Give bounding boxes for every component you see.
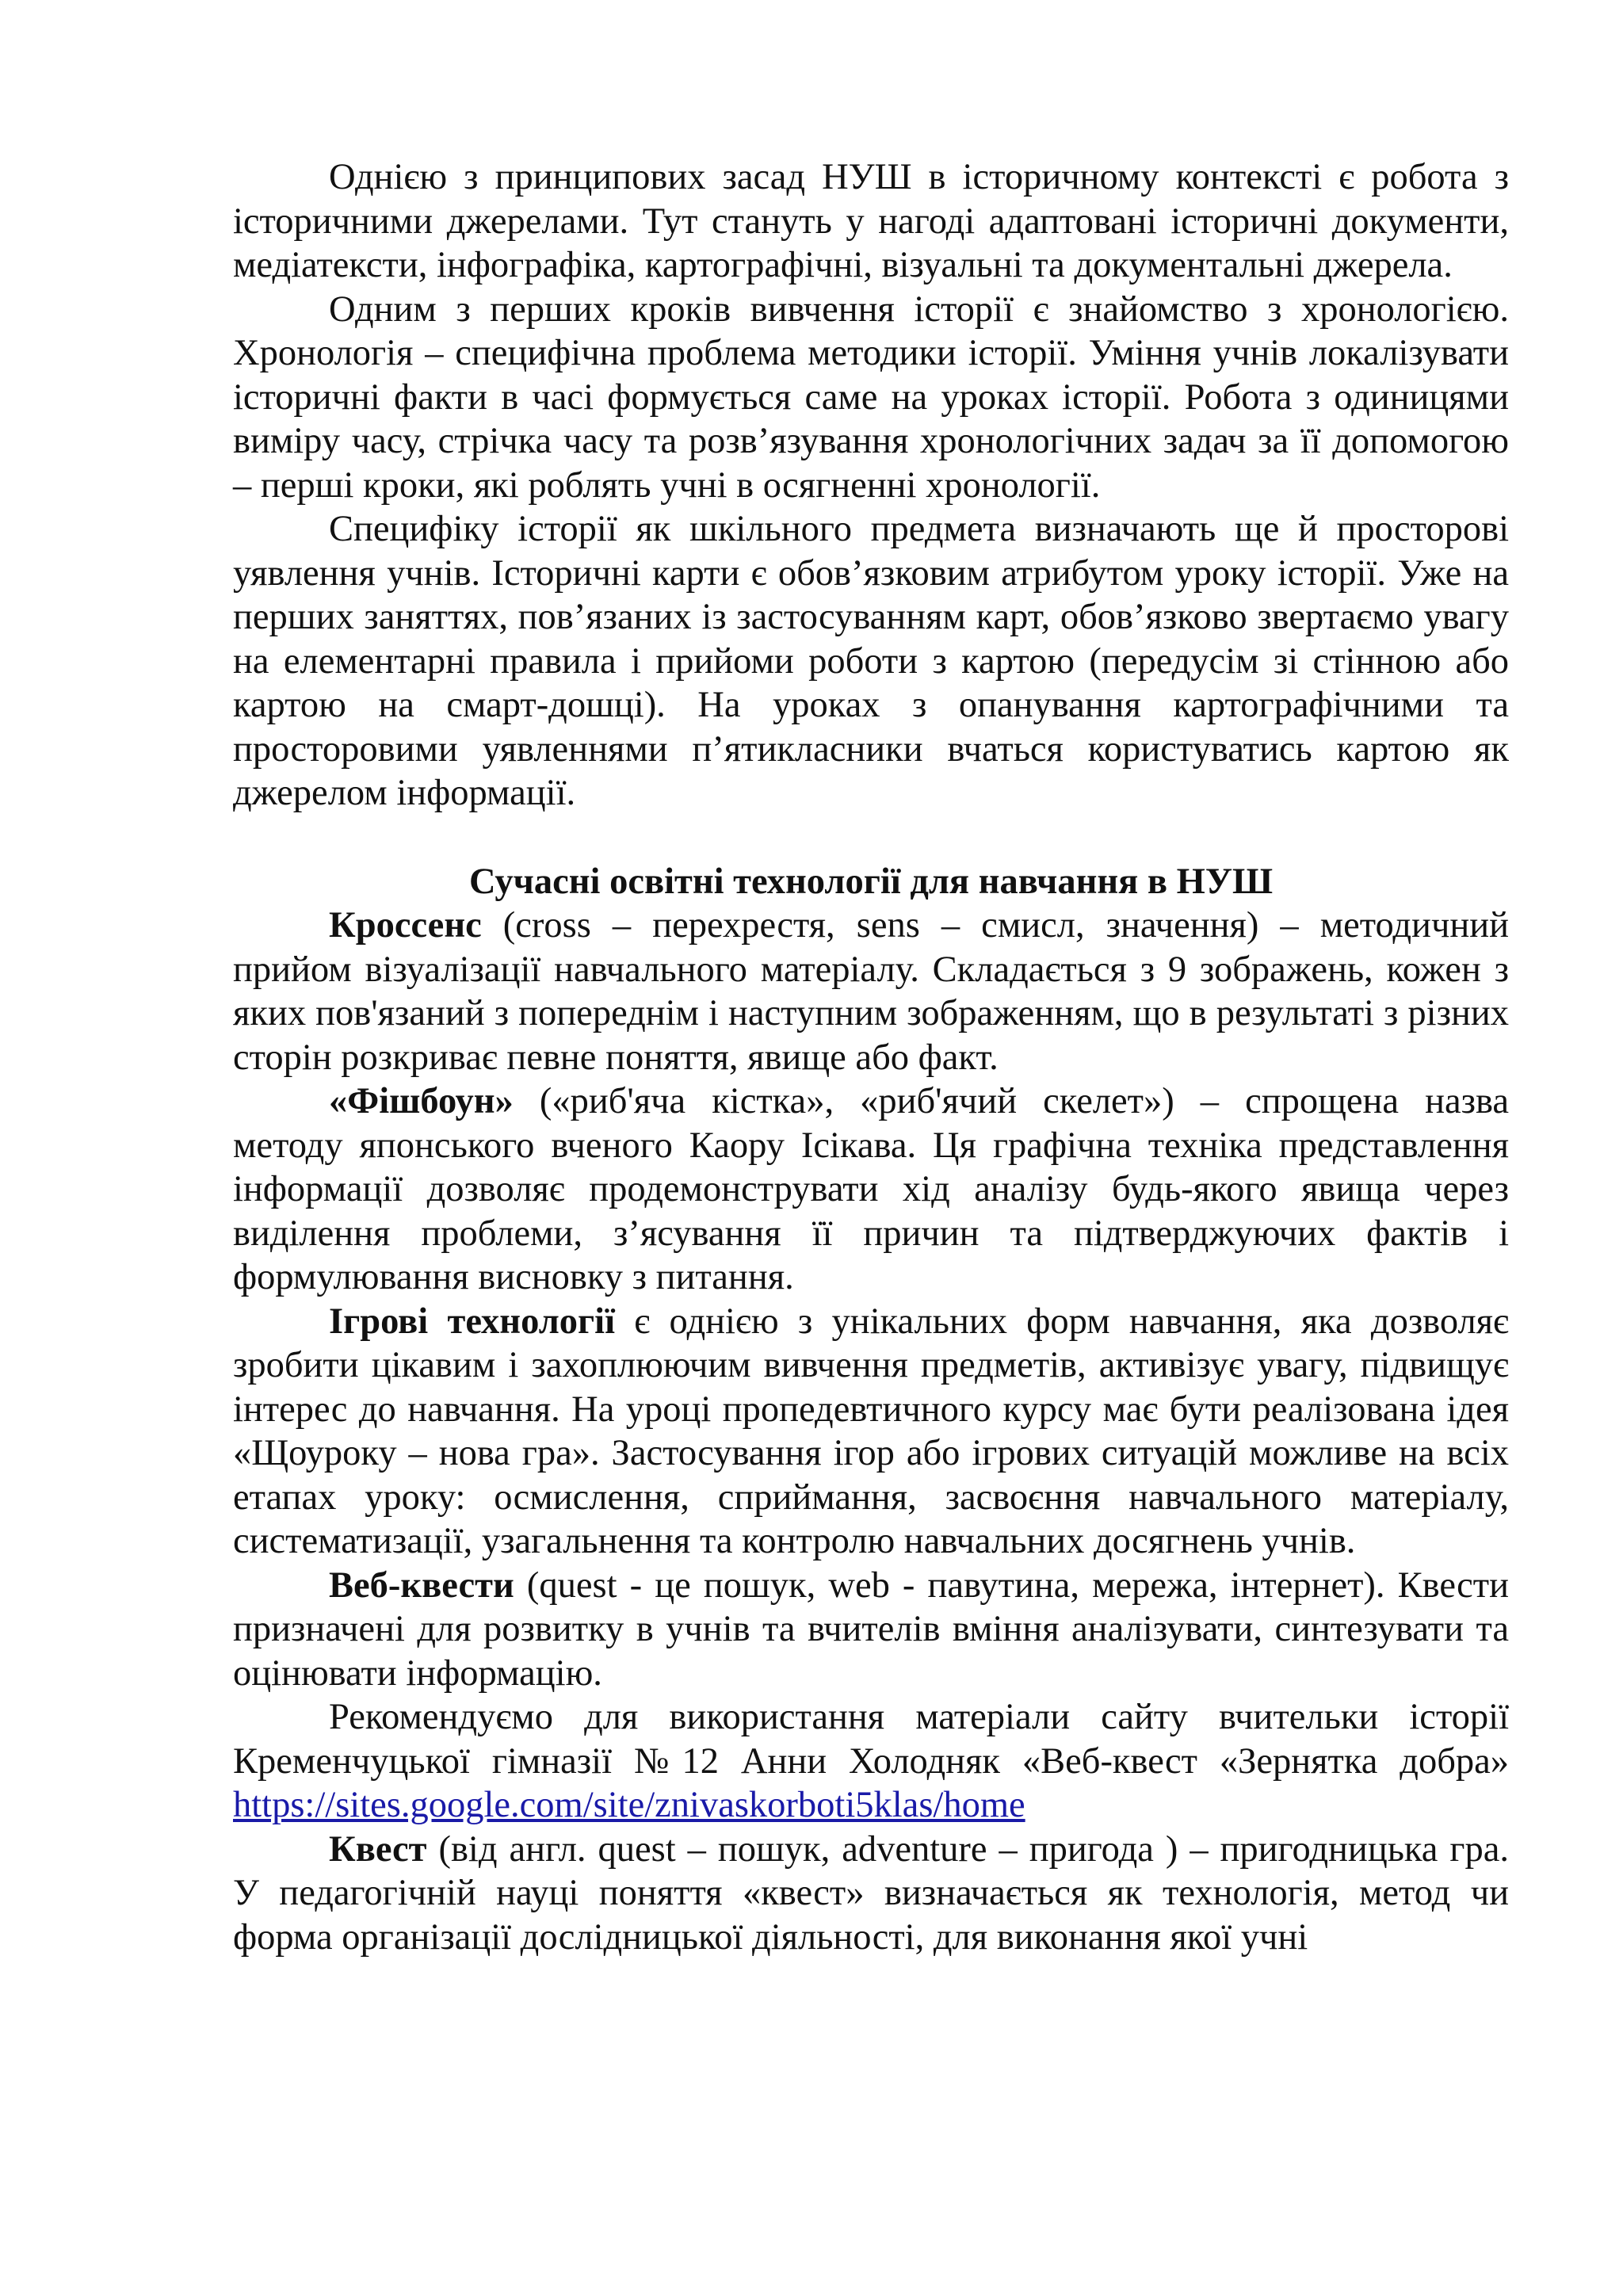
paragraph-fishbone	[233, 1079, 1509, 1300]
paragraph-game-tech	[233, 1300, 1509, 1564]
term-game-tech: Ігрові технології	[329, 1301, 616, 1342]
quest-site-link[interactable]: https://sites.google.com/site/znivaskorboti5klas/home	[233, 1785, 1025, 1825]
game-tech-text: є однією з унікальних форм навчання, яка дозволяє зробити цікавим і захоплюючим вивчення предметів, активізує увагу, підвищує інтерес до навчання. На уроці пропедевтичного курсу має бути реалізована ідея «Щоуроку – нова гра». Застосування ігор або ігрових ситуацій можливе на всіх етапах уроку: осмислення, сприймання, засвоєння навчального матеріалу, систематизації, узагальнення та контролю навчальних досягнень учнів.	[233, 1301, 1510, 1561]
paragraph-chronology: Одним з перших кроків вивчення історії є знайомство з хронологією. Хронологія – специфічна проблема методики історії. Уміння учнів локалізувати історичні факти в часі формується саме на уроках історії. Робота з одиницями виміру часу, стрічка часу та розв’язування хронологічних задач за її допомогою – перші кроки, які роблять учні в осягненні хронології.	[233, 288, 1509, 506]
web-quests-text: (quest - це пошук, web - павутина, мережа, інтернет). Квести призначені для розвитку в учнів та вчителів вміння аналізувати, синтезувати та оцінювати інформацію.	[233, 1564, 1509, 1694]
paragraph-sources: Однією з принципових засад НУШ в історичному контексті є робота з історичними джерелами. Тут стануть у нагоді адаптовані історичні документи, медіатексти, інфографіка, картографічні, візуальні та документальні джерела.	[233, 157, 1509, 285]
term-web-quests: Веб-квести	[329, 1564, 514, 1606]
fishbone-text: («риб'яча кістка», «риб'ячий скелет») – спрощена назва методу японського вченого Каору Ісікава. Ця графічна техніка представлення інформації дозволяє продемонструвати хід аналізу будь-якого явища через виділення проблеми, з’ясування її причин та підтверджуючих фактів і формулювання висновку з питання.	[233, 1081, 1509, 1297]
section-heading: Сучасні освітні технології для навчання в НУШ	[468, 861, 1274, 902]
paragraph-web-quests	[233, 1564, 1509, 1696]
paragraph-crossens	[233, 904, 1509, 1079]
term-quest: Квест	[329, 1828, 427, 1870]
quest-text: (від англ. quest – пошук, adventure – пригода ) – пригодницька гра. У педагогічній науці поняття «квест» визначається як технологія, метод чи форма організації дослідницької діяльності, для виконання якої учні	[233, 1828, 1509, 1958]
term-crossens: Кроссенс	[329, 905, 482, 946]
paragraph-maps: Специфіку історії як шкільного предмета визначають ще й просторові уявлення учнів. Історичні карти є обов’язковим атрибутом уроку історії. Уже на перших заняттях, пов’язаних із застосуванням карт, обов’язково звертаємо увагу на елементарні правила і прийоми роботи з картою (передусім зі стінною або картою на смарт-дошці). На уроках з опанування картографічними та просторовими уявленнями п’ятикласники вчаться користуватись картою як джерелом інформації.	[233, 509, 1509, 813]
document-page	[233, 155, 1509, 1959]
paragraph-quest	[233, 1828, 1509, 1960]
term-fishbone: «Фішбоун»	[329, 1081, 514, 1121]
recommendation-text: Рекомендуємо для використання матеріали сайту вчительки історії Кременчуцької гімназії №12 Анни Холодняк «Веб-квест «Зернятка добра»	[233, 1697, 1509, 1782]
paragraph-recommendation	[233, 1695, 1509, 1828]
crossens-text: (cross – перехрестя, sens – смисл, значення) – методичний прийом візуалізації навчального матеріалу. Складається з 9 зображень, кожен з яких пов'язаний з попереднім і наступним зображенням, що в результаті з різних сторін розкриває певне поняття, явище або факт.	[233, 905, 1509, 1078]
section-spacer	[233, 816, 1509, 860]
